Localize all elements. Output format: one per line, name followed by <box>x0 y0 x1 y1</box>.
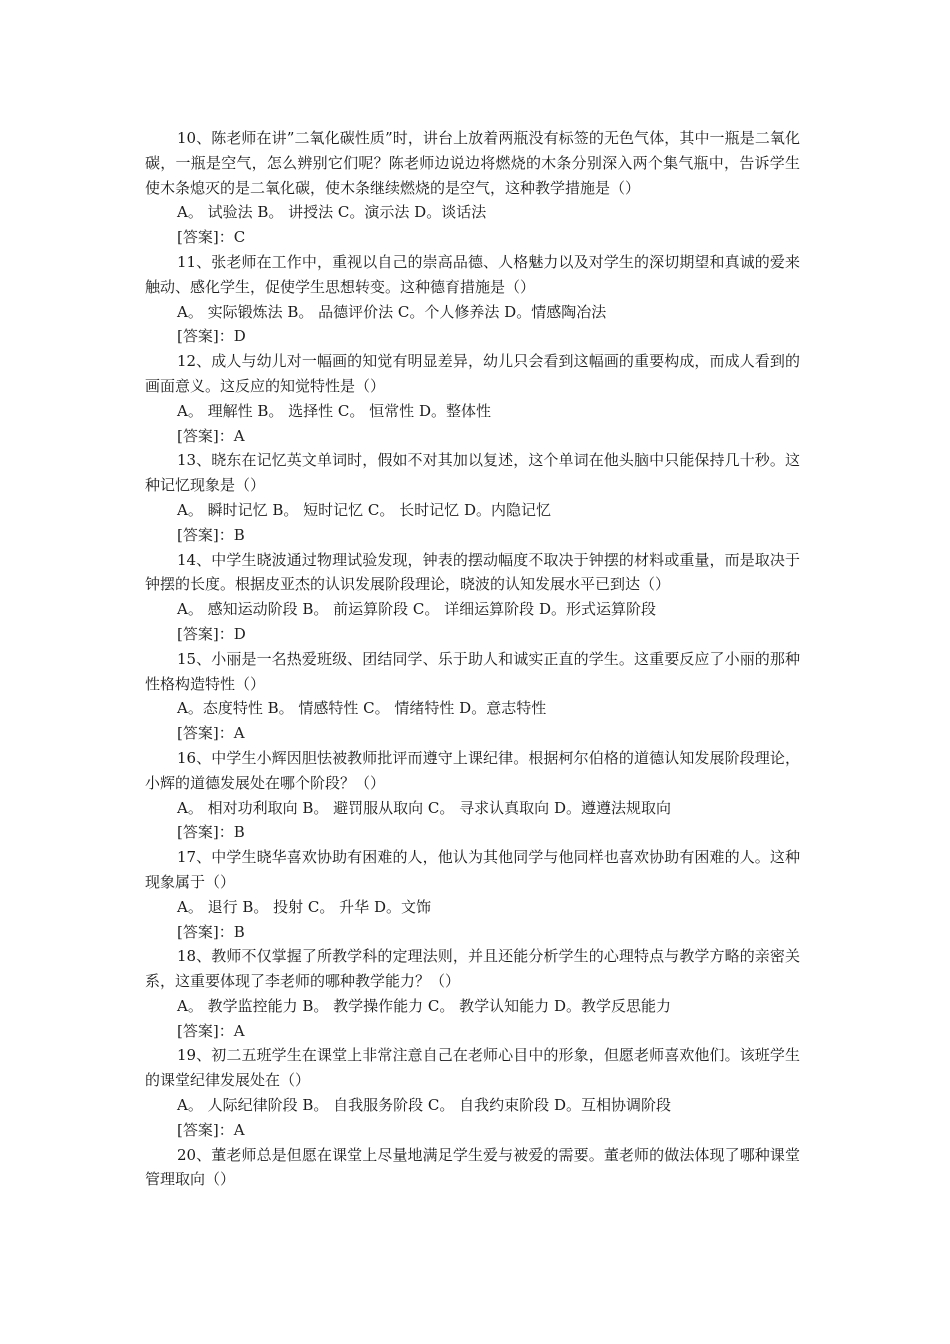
question-19: 19、初二五班学生在课堂上非常注意自己在老师心目中的形象，但愿老师喜欢他们。该班学生的课堂纪律发展处在（） <box>145 1046 800 1090</box>
question-16-answer: [答案]：B <box>177 823 245 842</box>
question-19-options: A。 人际纪律阶段 B。 自我服务阶段 C。 自我约束阶段 D。互相协调阶段 <box>177 1096 671 1115</box>
question-12: 12、成人与幼儿对一幅画的知觉有明显差异，幼儿只会看到这幅画的重要构成，而成人看到的画面意义。这反应的知觉特性是（） <box>145 352 800 395</box>
question-17-answer: [答案]：B <box>177 922 245 941</box>
document-body <box>145 126 800 1192</box>
question-16-options: A。 相对功利取向 B。 避罚服从取向 C。 寻求认真取向 D。遵遵法规取向 <box>177 798 671 817</box>
question-11-answer: [答案]：D <box>177 327 246 346</box>
question-18-answer: [答案]：A <box>177 1021 245 1040</box>
question-10-options: A。 试验法 B。 讲授法 C。演示法 D。谈话法 <box>177 203 487 222</box>
question-11: 11、张老师在工作中，重视以自己的崇高品德、人格魅力以及对学生的深切期望和真诚的爱来触动、感化学生，促使学生思想转变。这种德育措施是（） <box>145 252 800 296</box>
question-13: 13、晓东在记忆英文单词时，假如不对其加以复述，这个单词在他头脑中只能保持几十秒。这种记忆现象是（） <box>145 451 800 495</box>
question-11-options: A。 实际锻炼法 B。 品德评价法 C。个人修养法 D。情感陶冶法 <box>177 302 607 321</box>
question-15-answer: [答案]：A <box>177 724 245 743</box>
question-18-options: A。 教学监控能力 B。 教学操作能力 C。 教学认知能力 D。教学反思能力 <box>177 996 671 1015</box>
question-16: 16、中学生小辉因胆怯被教师批评而遵守上课纪律。根据柯尔伯格的道德认知发展阶段理论，小辉的道德发展处在哪个阶段？（） <box>145 748 800 792</box>
question-20: 20、董老师总是但愿在课堂上尽量地满足学生爱与被爱的需要。董老师的做法体现了哪种课堂管理取向（） <box>145 1145 800 1189</box>
question-12-options: A。 理解性 B。 选择性 C。 恒常性 D。整体性 <box>177 401 491 420</box>
question-13-options: A。 瞬时记忆 B。 短时记忆 C。 长时记忆 D。内隐记忆 <box>177 500 551 519</box>
question-18: 18、教师不仅掌握了所教学科的定理法则，并且还能分析学生的心理特点与教学方略的亲密关系，这重要体现了李老师的哪种教学能力？（） <box>145 947 800 991</box>
question-10-answer: [答案]：C <box>177 228 246 247</box>
question-19-answer: [答案]：A <box>177 1120 245 1139</box>
question-12-answer: [答案]：A <box>177 426 245 445</box>
question-13-answer: [答案]：B <box>177 525 245 544</box>
question-10: 10、陈老师在讲”二氧化碳性质”时，讲台上放着两瓶没有标签的无色气体，其中一瓶是二氧化碳，一瓶是空气，怎么辨别它们呢？陈老师边说边将燃烧的木条分别深入两个集气瓶中，告诉学生使木条熄灭的是二氧化碳，使木条继续燃烧的是空气，这种教学措施是（） <box>145 129 800 197</box>
question-14: 14、中学生晓波通过物理试验发现，钟表的摆动幅度不取决于钟摆的材料或重量，而是取决于钟摆的长度。根据皮亚杰的认识发展阶段理论，晓波的认知发展水平已到达（） <box>145 550 800 594</box>
question-15: 15、小丽是一名热爱班级、团结同学、乐于助人和诚实正直的学生。这重要反应了小丽的那种性格构造特性（） <box>145 649 800 693</box>
question-15-options: A。态度特性 B。 情感特性 C。 情绪特性 D。意志特性 <box>177 699 547 718</box>
question-14-options: A。 感知运动阶段 B。 前运算阶段 C。 详细运算阶段 D。形式运算阶段 <box>177 600 656 619</box>
question-17-options: A。 退行 B。 投射 C。 升华 D。文饰 <box>177 897 431 916</box>
question-14-answer: [答案]：D <box>177 624 246 643</box>
question-17: 17、中学生晓华喜欢协助有困难的人，他认为其他同学与他同样也喜欢协助有困难的人。这种现象属于（） <box>145 848 800 891</box>
